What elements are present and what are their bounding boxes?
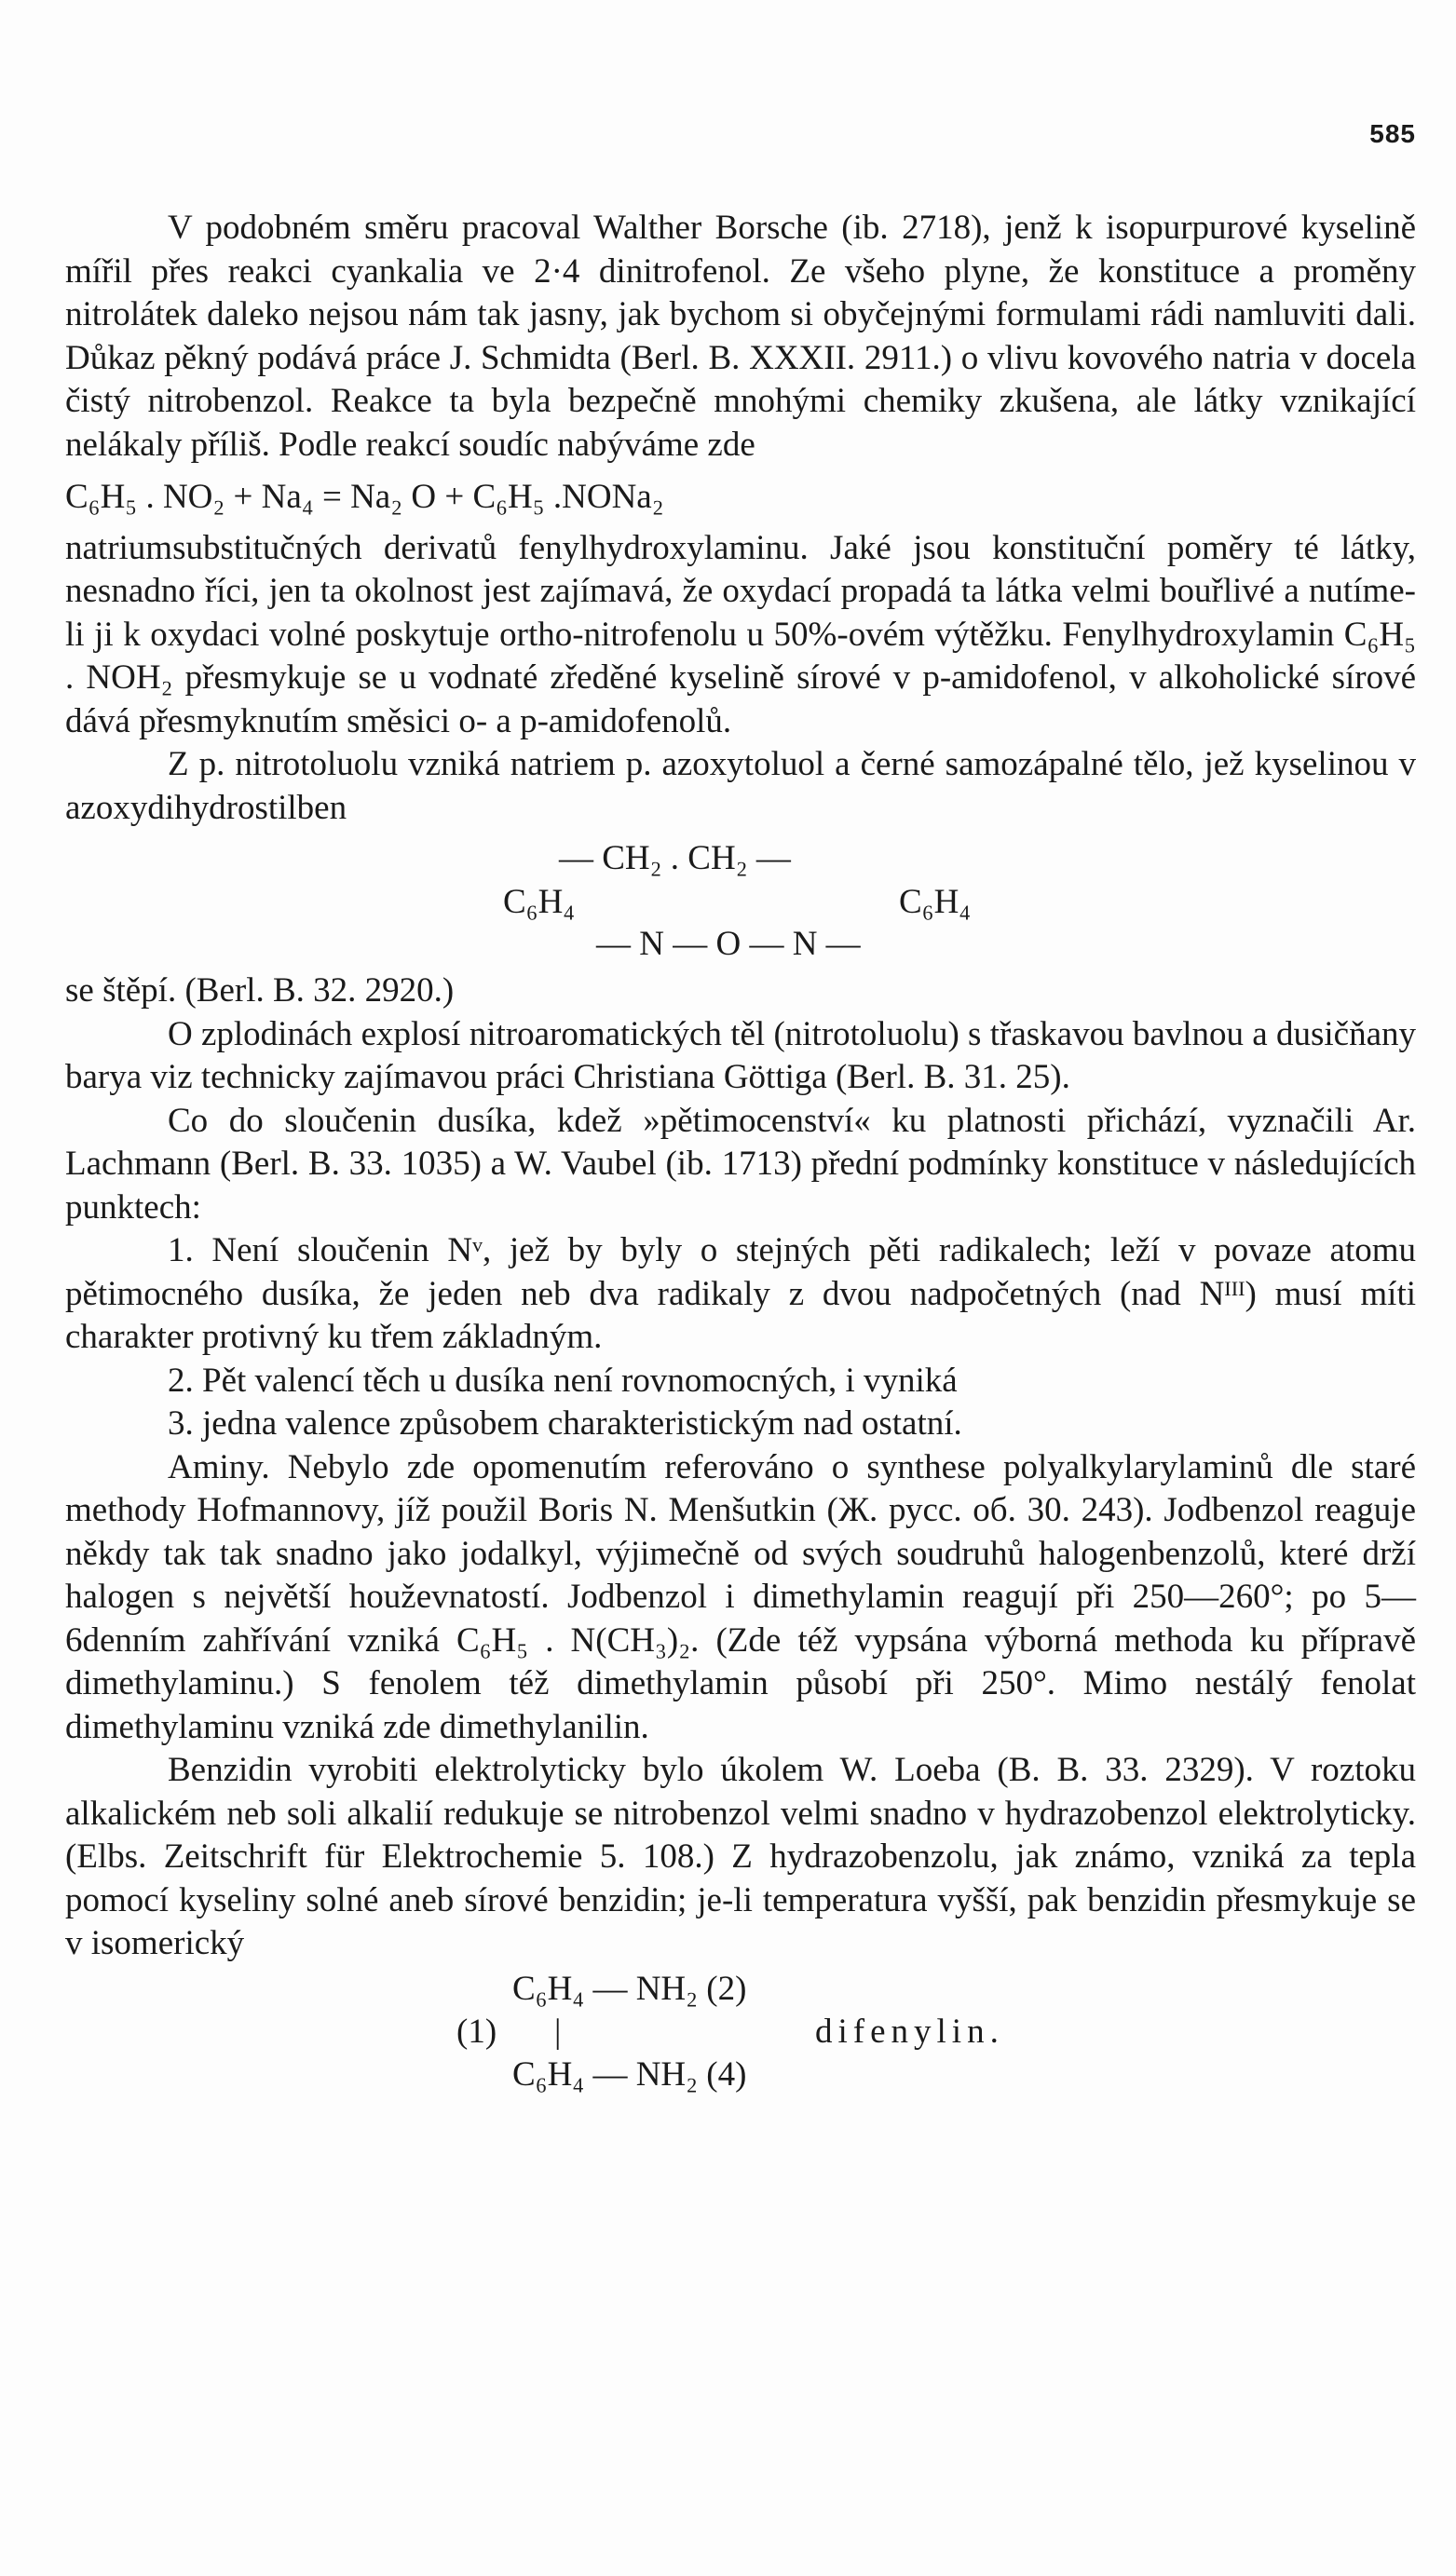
paragraph-fenylhydroxylamin: natriumsubstitučných derivatů fenylhydroxylaminu. Jaké jsou konstituční poměry té látky, nesnadno říci, jen ta okolnost jest zajímavá, že oxydací propadá ta látka velmi bouřlivé a nutíme-li ji k oxydaci volné poskytuje ortho-nitrofenolu u 50%-ovém výtěžku. Fenylhydroxylamin C₆H₅ . NOH₂ přesmykuje se u vodnaté zředěné kyselině sírové v p-amidofenol, v alkoholické sírové dává přesmyknutím směsici o- a p-amidofenolů.	[65, 528, 1416, 740]
difenylin-name: difenylin.	[815, 2012, 1004, 2051]
formula-left: C₆H₄	[503, 883, 576, 921]
paragraph-benzidin: Benzidin vyrobiti elektrolyticky bylo úkolem W. Loeba (B. B. 33. 2329). V roztoku alkalickém neb soli alkalií redukuje se nitrobenzol velmi snadno v hydrazobenzol elektrolyticky. (Elbs. Zeitschrift für Elektrochemie 5. 108.) Z hydrazobenzolu, jak známo, vzniká za tepla pomocí kyseliny solné aneb sírové benzidin; je-li temperatura vyšší, pak benzidin přesmykuje se v isomerický	[65, 1751, 1416, 1962]
formula-difenylin	[65, 1966, 1416, 2106]
difenylin-line2: C₆H₄ — NH₂ (4)	[512, 2054, 747, 2094]
formula-azoxydihydrostilben	[65, 830, 1416, 969]
paragraph-aminy: Aminy. Nebylo zde opomenutím referováno o synthese polyalkylarylaminů dle staré methody Hofmannovy, jíž použil Boris N. Menšutkin (Ж. русс. об. 30. 243). Jodbenzol reaguje někdy tak tak snadno jako jodalkyl, výjimečně od svých soudruhů halogenbenzolů, které drží halogen s největší houževnatostí. Jodbenzol i dimethylamin reagují při 250—260°; po 5—6denním zahřívání vzniká C₆H₅ . N(CH₃)₂. (Zde též vypsána výborná methoda ku přípravě dimethylaminu.) S fenolem též dimethylamin působí při 250°. Mimo nestálý fenolat dimethylaminu vzniká zde dimethylanilin.	[65, 1447, 1416, 1746]
paragraph-nitrotoluol: Z p. nitrotoluolu vzniká natriem p. azoxytoluol a černé samozápalné tělo, jež kyselinou v azoxydihydrostilben	[65, 745, 1416, 827]
equation-nitrobenzol: C₆H₅ . NO₂ + Na₄ = Na₂ O + C₆H₅ .NONa₂	[65, 478, 664, 516]
page-body	[65, 207, 1416, 2106]
formula-bottom: — N — O — N —	[596, 925, 861, 963]
difenylin-bond: |	[554, 2012, 562, 2051]
paragraph-point-1: 1. Není sloučenin Nᵛ, jež by byly o stejných pěti radikalech; leží v povaze atomu pětimocného dusíka, že jeden neb dva radikaly z dvou nadpočetných (nad Nᴵᴵᴵ) musí míti charakter protivný ku třem základným.	[65, 1231, 1416, 1356]
paragraph-stepi: se štěpí. (Berl. B. 32. 2920.)	[65, 971, 455, 1010]
difenylin-line1: C₆H₄ — NH₂ (2)	[512, 1969, 747, 2008]
paragraph-explose: O zplodinách explosí nitroaromatických těl (nitrotoluolu) s třaskavou bavlnou a dusičňany baryа viz technicky zajímavou práci Christiana Göttiga (Berl. B. 31. 25).	[65, 1014, 1416, 1096]
paragraph-point-3: 3. jedna valence způsobem charakteristickým nad ostatní.	[168, 1404, 962, 1443]
paragraph-petimocenstvi: Co do sloučenin dusíka, kdež »pětimocenství« ku platnosti přichází, vyznačili Ar. Lachmann (Berl. B. 33. 1035) a W. Vaubel (ib. 1713) přední podmínky konstituce v následujících punktech:	[65, 1101, 1416, 1227]
page-number: 585	[1369, 119, 1416, 148]
difenylin-position-label: (1)	[456, 2012, 497, 2051]
paragraph-point-2: 2. Pět valencí těch u dusíka není rovnomocných, i vyniká	[168, 1361, 958, 1400]
formula-top: — CH₂ . CH₂ —	[559, 839, 791, 877]
formula-right: C₆H₄	[899, 883, 972, 921]
paragraph-borsche: V podobném směru pracoval Walther Borsche (ib. 2718), jenž k isopurpurové kyselině mířil přes reakci cyankalia ve 2·4 dinitrofenol. Ze všeho plyne, že konstituce a proměny nitrolátek daleko nejsou nám tak jasny, jak bychom si obyčejnými formulami rádi namluviti dali. Důkaz pěkný podává práce J. Schmidta (Berl. B. XXXII. 2911.) o vlivu kovového natria v docela čistý nitrobenzol. Reakce ta byla bezpečně mnohými chemiky zkušena, ale látky vznikající nelákaly příliš. Podle reakcí soudíc nabýváme zde	[65, 209, 1416, 464]
